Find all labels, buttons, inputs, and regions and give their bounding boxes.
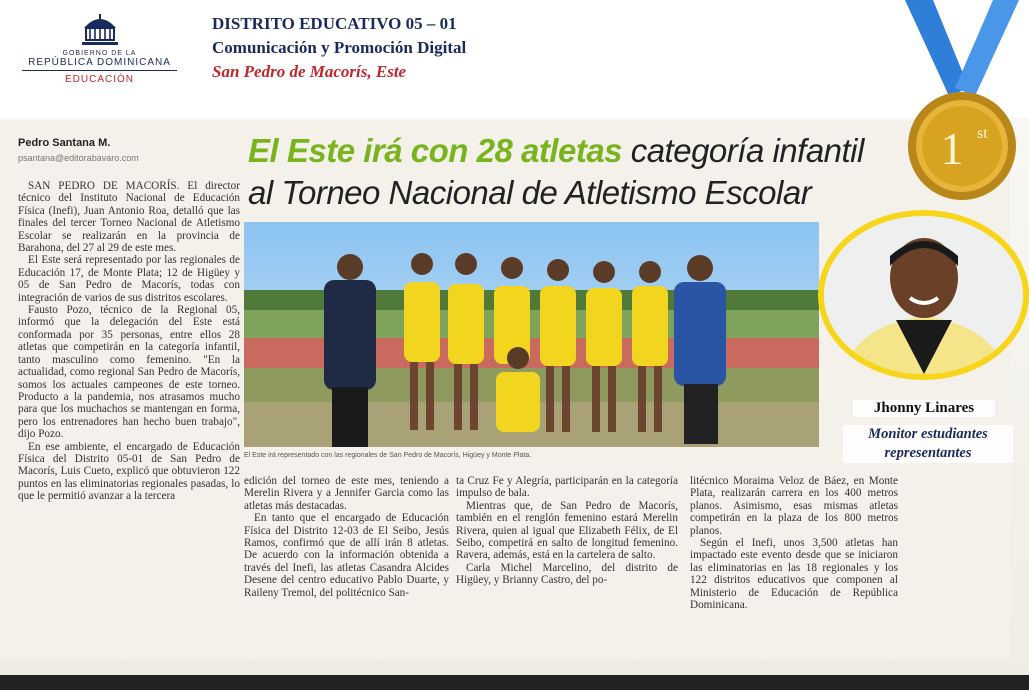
article-column-2 (244, 475, 449, 599)
gov-line: GOBIERNO DE LA (62, 50, 137, 57)
headline-part1: categoría infantil (622, 132, 864, 169)
author-email: psantana@editorabavaro.com (18, 153, 139, 163)
monitor-role-line2: representantes (884, 445, 972, 461)
ministry-logo (22, 12, 177, 92)
team-photo (244, 222, 819, 447)
monitor-portrait-frame (818, 210, 1029, 380)
athletes-photo-illustration (244, 222, 819, 447)
headline-part2: al Torneo Nacional de Atletismo Escolar (248, 174, 812, 211)
paragraph: En ese ambiente, el encargado de Educación Física del Distrito 05-01 de San Pedro de Macorís, Luis Cueto, explicó que obtuvieron 122 puntos en las eliminatorias regionales pasadas, lo que le permitió avanzar a la tercera (18, 440, 240, 503)
paragraph: litécnico Moraima Veloz de Báez, en Monte Plata, realizarán carrera en los 400 metros planos. Asimismo, esas mismas atletas competirán en la plaza de los 800 metros planos. (690, 475, 898, 537)
headline-highlight: El Este irá con 28 atletas (248, 132, 623, 169)
district-title-block (212, 12, 466, 84)
ministry-name: EDUCACIÓN (64, 74, 134, 85)
paragraph: Según el Inefi, unos 3,500 atletas han impactado este evento desde que se iniciaron las eliminatorias en las 18 regionales y los 122 distritos educativos que componen al Ministerio de Educación de República Dominicana. (690, 537, 898, 612)
medal-suffix: st (977, 125, 988, 142)
republic-name: REPÚBLICA DOMINICANA (22, 57, 177, 71)
header-banner (0, 0, 1029, 118)
monitor-portrait (824, 216, 1023, 374)
medal-rank: 1 (940, 123, 964, 174)
gold-medal (897, 0, 1027, 200)
coat-of-arms-icon (78, 12, 122, 48)
location-title: San Pedro de Macorís, Este (212, 62, 407, 81)
paragraph: En tanto que el encargado de Educación Física del Distrito 12-03 de El Seibo, Jesús Ramos, confirmó que de allí irán 8 atletas. De acuerdo con la información obtenida a través del Inefi, las atletas Casandra Alcides Desene del centro educativo Pablo Duarte, y Raileny Tremol, del politécnico San- (244, 512, 449, 599)
article-column-1 (18, 180, 240, 503)
photo-caption: El Este irá representado con las regionales de San Pedro de Macorís, Higüey y Monte Plata. (244, 452, 532, 459)
bottom-bar (0, 675, 1029, 690)
author-name: Pedro Santana M. (18, 137, 111, 149)
paragraph: Carla Michel Marcelino, del distrito de Higüey, y Brianny Castro, del po- (456, 561, 678, 587)
monitor-role (843, 425, 1013, 463)
article-column-4 (690, 475, 898, 611)
article-headline (248, 130, 888, 214)
article-column-3 (456, 475, 678, 587)
paragraph: ta Cruz Fe y Alegría, participarán en la categoría impulso de bala. (456, 475, 678, 500)
district-title: DISTRITO EDUCATIVO 05 – 01 (212, 14, 457, 33)
paragraph: Fausto Pozo, técnico de la Regional 05, informó que la delegación del Este está conformada por 35 personas, entre ellos 28 atletas que competirán en la categoría infantil, tanto masculino como femenino. "En la actualidad, como regional San Pedro de Macorís, somos los actuales campeones de este torneo. Producto a la pandemia, nos atrasamos mucho para que los muchachos se mantengan en forma, pero los entrenadores han hecho buen trabajo", dijo Pozo. (18, 304, 240, 441)
medal-icon (897, 0, 1027, 200)
paragraph: Mientras que, de San Pedro de Macorís, también en el renglón femenino estará Merelin Rivera, quien al igual que Elizabeth Félix, de El Seibo, competirá en salto de longitud femenino. Ravera, además, está en la cartelera de salto. (456, 499, 678, 562)
paragraph: edición del torneo de este mes, teniendo a Merelin Rivera y a Jennifer Garcia como las atletas más destacadas. (244, 475, 449, 512)
person-portrait-illustration (824, 216, 1023, 374)
paragraph: SAN PEDRO DE MACORÍS. El director técnico del Instituto Nacional de Educación Física (Inefi), Juan Antonio Roa, detalló que las finales del tercer Torneo Nacional de Atletismo Escolar se realizarán en la provincia de Barahona, del 27 al 29 de este mes. (18, 180, 240, 255)
monitor-role-line1: Monitor estudiantes (868, 426, 988, 442)
paragraph: El Este será representado por las regionales de Educación 17, de Monte Plata; 12 de Higüey y 05 de San Pedro de Macorís, todas con integración de varios de sus distritos escolares. (18, 254, 240, 304)
department-title: Comunicación y Promoción Digital (212, 38, 467, 57)
monitor-name: Jhonny Linares (853, 400, 995, 417)
